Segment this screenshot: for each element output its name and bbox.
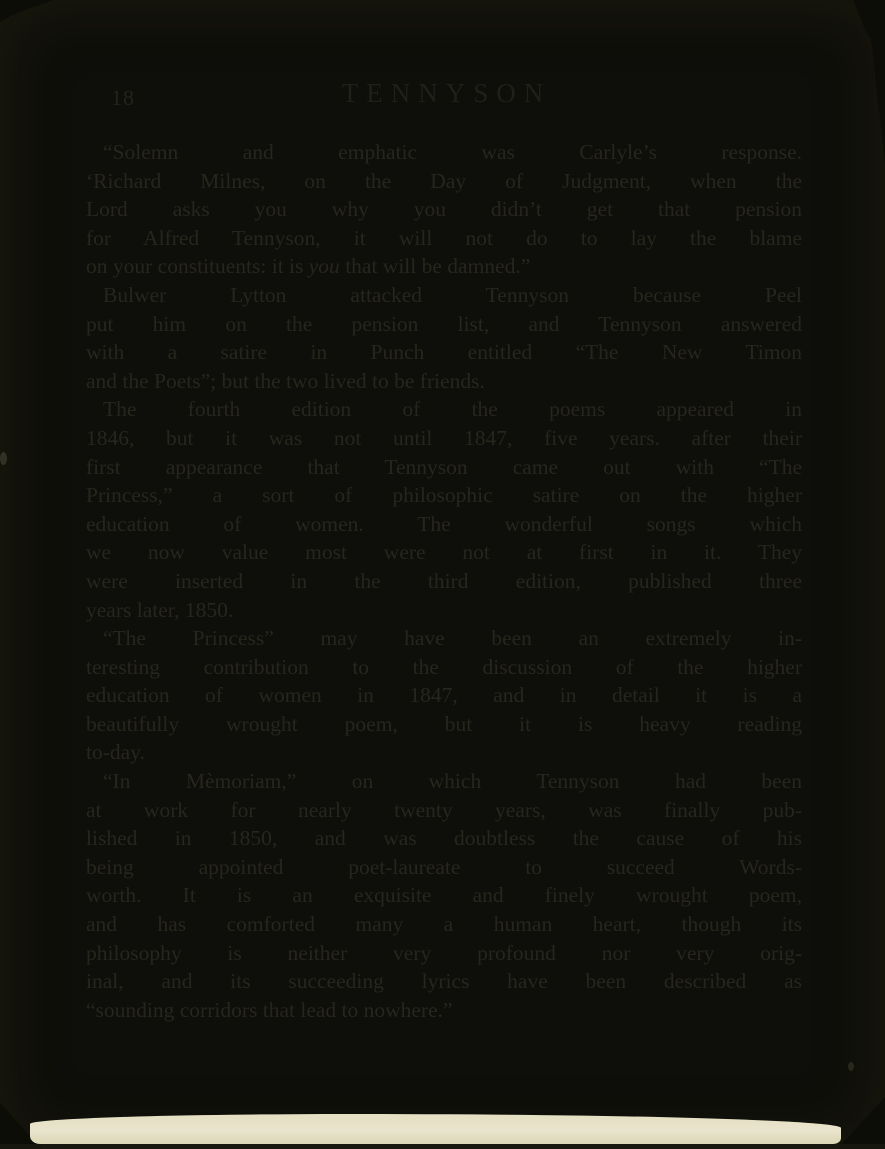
text-line: ‘Richard Milnes, on the Day of Judgment, when the [86, 168, 802, 193]
text-line: with a satire in Punch entitled “The New Timon [86, 340, 802, 365]
text-line: put him on the pension list, and Tennyson answered [86, 311, 802, 336]
text-line: “In Mèmoriam,” on which Tennyson had been [103, 769, 802, 794]
paragraph [86, 624, 802, 767]
text-line: we now value most were not at first in it. They [86, 540, 802, 565]
page-bottom-edge [30, 1114, 841, 1144]
text-line: lished in 1850, and was doubtless the cause of his [86, 826, 802, 851]
text-block [86, 138, 802, 1024]
text-line: education of women. The wonderful songs which [86, 511, 802, 536]
page-number: 18 [111, 85, 135, 110]
text-line: to-day. [86, 740, 145, 765]
scan-speck [0, 452, 7, 465]
page-title: TENNYSON [341, 78, 552, 108]
text-line: at work for nearly twenty years, was finally pub- [86, 797, 802, 822]
text-line: and the Poets”; but the two lived to be friends. [86, 368, 485, 393]
text-line: first appearance that Tennyson came out with “The [86, 454, 802, 479]
text-line: 1846, but it was not until 1847, five years. after their [86, 425, 802, 450]
text-line: were inserted in the third edition, published three [86, 568, 802, 593]
text-line: Princess,” a sort of philosophic satire on the higher [86, 483, 802, 508]
text-line: Bulwer Lytton attacked Tennyson because Peel [103, 282, 802, 307]
text-line: teresting contribution to the discussion of the higher [86, 654, 802, 679]
text-line: “Solemn and emphatic was Carlyle’s response. [103, 140, 802, 164]
text-line: worth. It is an exquisite and finely wrought poem, [86, 883, 802, 908]
text-line: philosophy is neither very profound nor very orig- [86, 940, 802, 965]
text-line: inal, and its succeeding lyrics have been described as [86, 969, 802, 994]
text-line: The fourth edition of the poems appeared in [103, 397, 802, 422]
text-line: “sounding corridors that lead to nowhere.” [86, 997, 453, 1022]
paragraph [86, 281, 802, 395]
text-line: education of women in 1847, and in detail it is a [86, 683, 802, 708]
text-line: beautifully wrought poem, but it is heavy reading [86, 711, 802, 736]
text-line: Lord asks you why you didn’t get that pension [86, 197, 802, 222]
text-line: on your constituents: it is you that will be damned.” [86, 254, 531, 279]
text-line: being appointed poet-laureate to succeed Words- [86, 854, 802, 879]
text-line: years later, 1850. [86, 597, 234, 622]
scan-speck [848, 1062, 854, 1071]
paragraph [86, 395, 802, 624]
text-line: “The Princess” may have been an extremely in- [103, 626, 802, 651]
text-line: for Alfred Tennyson, it will not do to lay the blame [86, 225, 802, 250]
paragraph [86, 767, 802, 1024]
scan-edge-bottom [0, 1144, 885, 1149]
text-line: and has comforted many a human heart, though its [86, 912, 802, 937]
page-header [85, 78, 800, 114]
paragraph [86, 138, 802, 281]
